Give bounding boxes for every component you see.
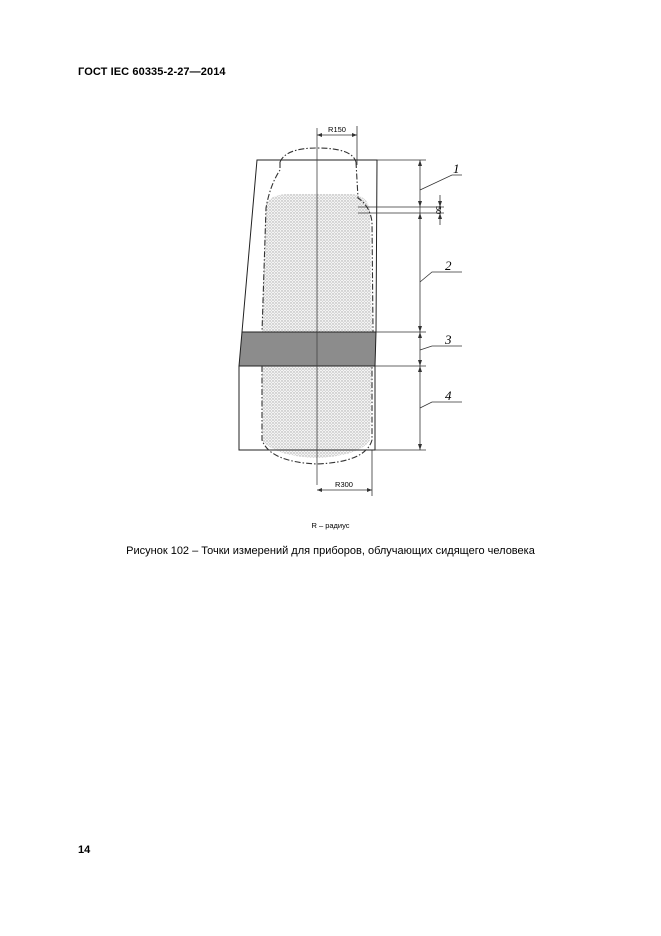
leader-3 <box>420 346 462 350</box>
measurement-band-zone-3 <box>239 332 376 366</box>
callout-2: 2 <box>445 258 452 273</box>
r300-label: R300 <box>335 480 353 489</box>
offset-50-label: 50 <box>434 205 443 215</box>
dimension-arrows <box>418 160 442 450</box>
figure-caption: Рисунок 102 – Точки измерений для приборов, облучающих сидящего человека <box>126 545 535 557</box>
page-number: 14 <box>78 844 91 856</box>
figure-102-drawing <box>200 110 480 510</box>
leader-1 <box>420 175 462 190</box>
document-header: ГОСТ IEC 60335-2-27—2014 <box>78 66 226 78</box>
callout-4: 4 <box>445 388 452 403</box>
callout-3: 3 <box>445 332 452 347</box>
leader-4 <box>420 402 462 408</box>
leader-2 <box>420 272 462 282</box>
r150-dimension <box>317 125 357 165</box>
callout-1: 1 <box>453 161 460 176</box>
r150-label: R150 <box>328 125 346 134</box>
figure-legend: R – радиус <box>311 521 350 530</box>
